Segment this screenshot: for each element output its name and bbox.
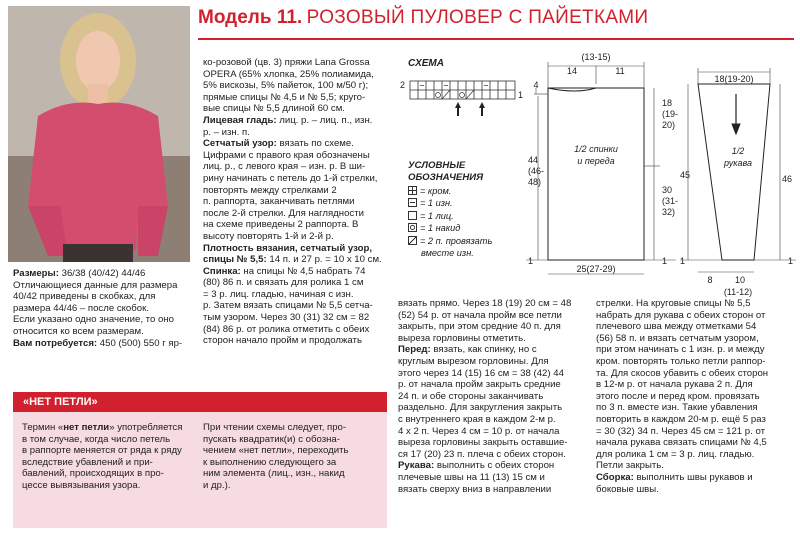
sleeve-line-3: вязать сверху вниз в направлении bbox=[398, 483, 552, 495]
mesh-text-7: после 2-й стрелки. Для наглядности bbox=[203, 207, 364, 219]
mesh-text-2: Цифрами с правого края обозначены bbox=[203, 149, 370, 161]
sleeve-shape bbox=[698, 84, 770, 260]
purl-icon bbox=[408, 198, 417, 207]
back-text-1: на спицы № 4,5 набрать 74 bbox=[240, 265, 366, 277]
no-stitch-box bbox=[13, 412, 387, 528]
mesh-text-8: на схеме приведены 2 раппорта. В bbox=[203, 219, 359, 231]
legend-yarn-over: = 1 накид bbox=[408, 222, 528, 234]
reading-line-6: и др.). bbox=[203, 479, 231, 491]
col4-line-4: (56) 58 п. и вязать сетчатым узором, bbox=[596, 332, 759, 344]
reading-line-1: При чтении схемы следует, про- bbox=[203, 422, 347, 433]
sleeve-hem-right: 1 bbox=[788, 256, 794, 266]
mesh-text-4: рину начинать с петель до 1-й стрелки, bbox=[203, 172, 378, 184]
reading-line-5: ним элемента (лиц., изн., накид bbox=[203, 468, 345, 480]
legend-list bbox=[408, 185, 528, 259]
yarn-line-4: прямые спицы № 4,5 и № 5,5; круго- bbox=[203, 91, 366, 103]
sleeve-label: Рукава: bbox=[398, 460, 435, 472]
yarn-line-2: OPERA (65% хлопка, 25% полиамида, bbox=[203, 68, 374, 80]
definition-line-2: в том случае, когда число петель bbox=[22, 433, 171, 445]
k2tog-icon bbox=[408, 236, 417, 245]
col4-line-13: начала рукава связать спицами № 4,5 bbox=[596, 437, 767, 449]
title-divider bbox=[198, 38, 794, 40]
column-4 bbox=[596, 298, 796, 495]
sizes-block bbox=[13, 268, 203, 349]
col4-line-12: = 30 (32) 34 п. Через 45 см = 121 р. от bbox=[596, 425, 765, 437]
body-side-height-1: 44 bbox=[528, 155, 539, 165]
reading-line-2: пускать квадратик(и) с обозна- bbox=[203, 433, 340, 445]
column-3 bbox=[398, 298, 588, 495]
back-text-4: р. Затем вязать спицами № 5,5 сетча- bbox=[203, 300, 373, 312]
sleeve-hem-left: 1 bbox=[680, 256, 686, 266]
reading-line-3: чением «нет петли», переходить bbox=[203, 445, 349, 457]
back-text-3: = 3 р. лиц. гладью, начиная с изн. bbox=[203, 288, 354, 300]
front-line-7: с внутреннего края в каждом 2-м р. bbox=[398, 413, 556, 425]
yarn-line-1: ко-розовой (цв. 3) пряжи Lana Grossa bbox=[203, 57, 370, 68]
body-lower-height-2: (31- bbox=[662, 196, 679, 206]
front-line-6: раздельно. Для закругления закрыть bbox=[398, 402, 563, 414]
yarn-line-3: 5% вискозы, 5% пайеток, 100 м/50 г); bbox=[203, 80, 369, 92]
legend-purl: = 1 изн. bbox=[408, 197, 528, 209]
col4-line-2: набрать для рукава с обеих сторон от bbox=[596, 309, 766, 321]
body-top-total: (13-15) bbox=[581, 52, 611, 62]
intro-line-4: выреза горловины отметить. bbox=[398, 332, 526, 344]
front-line-2: круглым вырезом горловины. Для bbox=[398, 355, 549, 367]
body-top-left: 14 bbox=[566, 66, 578, 76]
legend-title bbox=[408, 160, 483, 183]
back-text-5: тым узором. Через 30 (31) 32 см = 82 bbox=[203, 312, 370, 324]
legend-title-2: ОБОЗНАЧЕНИЯ bbox=[408, 171, 484, 183]
body-pattern bbox=[526, 48, 679, 298]
no-stitch-banner: «НЕТ ПЕТЛИ» bbox=[13, 392, 387, 412]
front-line-8: 4 х 2 п. Через 4 см = 10 р. от начала bbox=[398, 425, 560, 437]
front-label: Перед: bbox=[398, 344, 431, 356]
col4-line-1: стрелки. На круговые спицы № 5,5 bbox=[596, 298, 751, 309]
sizes-note-1: Отличающиеся данные для размера bbox=[13, 279, 178, 291]
face-text-1: лиц. р. – лиц. п., изн. bbox=[276, 114, 373, 126]
mesh-text-9: высоту повторять 1-й и 2-й р. bbox=[203, 230, 334, 242]
col4-line-11: повторить в каждом 20-м р. ещё 5 раз bbox=[596, 413, 766, 425]
legend-knit: = 1 лиц. bbox=[408, 210, 528, 222]
need-value: 450 (500) 550 г яр- bbox=[97, 337, 183, 349]
mesh-text-6: п. раппорта, заканчивать петлями bbox=[203, 196, 355, 208]
legend-title-1: УСЛОВНЫЕ bbox=[408, 160, 466, 171]
reading-line-4: к выполнению следующего за bbox=[203, 456, 337, 468]
intro-line-1: вязать прямо. Через 18 (19) 20 см = 48 bbox=[398, 298, 572, 309]
knit-icon bbox=[408, 211, 417, 220]
front-line-10: ся 17 (20) 23 п. плеча с обеих сторон. bbox=[398, 448, 566, 460]
definition-term: нет петли bbox=[63, 422, 110, 433]
body-arm-height-2: (19- bbox=[662, 109, 679, 119]
body-rect bbox=[548, 88, 644, 260]
scheme-grid bbox=[410, 81, 515, 99]
edge-stitch-icon bbox=[408, 186, 417, 195]
front-line-4: р. от начала пройм закрыть средние bbox=[398, 379, 561, 391]
scheme-chart bbox=[398, 70, 528, 125]
back-label: Спинка: bbox=[203, 265, 241, 277]
body-hem-left: 1 bbox=[528, 256, 534, 266]
assembly-line-1: выполнить швы рукавов и bbox=[633, 471, 753, 483]
col4-line-6: кром. повторять только петли раппор- bbox=[596, 355, 766, 367]
scheme-row-1-label: 1 bbox=[518, 90, 524, 100]
definition-pre: Термин « bbox=[22, 422, 64, 433]
body-outline bbox=[548, 88, 644, 260]
need-label: Вам потребуется: bbox=[13, 337, 98, 349]
sleeve-direction-arrow bbox=[732, 94, 740, 134]
model-number: Модель 11. bbox=[198, 7, 303, 28]
scheme-row-2-label: 2 bbox=[400, 80, 406, 90]
col4-line-8: в 12-м р. от начала рукава 2 п. Для bbox=[596, 379, 753, 391]
sleeve-line-1: выполнить с обеих сторон bbox=[434, 460, 555, 472]
body-lower-height-1: 30 bbox=[662, 185, 673, 195]
body-side-height-2: (46- bbox=[528, 166, 545, 176]
intro-line-2: (52) 54 р. от начала пройм все петли bbox=[398, 309, 562, 321]
sizes-note-5: относится ко всем размерам. bbox=[13, 325, 144, 337]
yarn-line-5: вые спицы № 5,5 длиной 60 см. bbox=[203, 103, 345, 115]
sleeve-line-2: плечевые швы на 11 (13) 15 см и bbox=[398, 471, 545, 483]
definition-line-6: цессе вывязывания узора. bbox=[22, 479, 141, 491]
scheme-title: СХЕМА bbox=[408, 58, 444, 69]
sizes-note-4: Если указано одно значение, то оно bbox=[13, 314, 174, 326]
body-top-right: 11 bbox=[615, 66, 625, 76]
body-neck-depth: 4 bbox=[533, 80, 539, 90]
assembly-line-2: боковые швы. bbox=[596, 483, 659, 495]
body-arm-height-1: 18 bbox=[662, 98, 673, 108]
col4-line-3: плечевого шва между отметками 54 bbox=[596, 321, 757, 333]
front-line-1: вязать, как спинку, но с bbox=[430, 344, 537, 356]
body-side-height-3: 48) bbox=[528, 177, 542, 187]
body-label-2: и переда bbox=[577, 156, 615, 166]
mesh-text-3: лиц. р., с левого края – изн. р. В ши- bbox=[203, 161, 366, 173]
sleeve-dim-lines bbox=[680, 68, 796, 272]
no-stitch-reading bbox=[203, 422, 383, 492]
back-text-6: (84) 86 р. от ролика отметить с обеих bbox=[203, 323, 370, 335]
face-label: Лицевая гладь: bbox=[203, 114, 277, 126]
col4-line-10: по 3 п. вместе изн. Такие убавления bbox=[596, 402, 758, 414]
body-lower-height-3: 32) bbox=[662, 207, 676, 217]
sleeve-pattern bbox=[680, 58, 796, 298]
face-text-2: р. – изн. п. bbox=[203, 126, 250, 138]
body-hem-right: 1 bbox=[662, 256, 668, 266]
model-photo-illustration bbox=[8, 6, 190, 262]
mesh-text-5: повторять между стрелками 2 bbox=[203, 184, 337, 196]
sleeve-bottom-left: 8 bbox=[707, 275, 713, 285]
legend-k2tog: = 2 п. провязать bbox=[408, 235, 528, 247]
col4-line-9: этого после и перед кром. провязать bbox=[596, 390, 760, 402]
repeat-arrow-1 bbox=[455, 102, 461, 116]
sizes-value: 36/38 (40/42) 44/46 bbox=[58, 268, 146, 279]
sleeve-outline bbox=[698, 84, 770, 260]
legend-edge: = кром. bbox=[408, 185, 528, 197]
definition-line-5: бавлений, происходящих в про- bbox=[22, 468, 164, 480]
col4-line-15: Петли закрыть. bbox=[596, 460, 664, 472]
sleeve-label-2: рукава bbox=[724, 158, 752, 168]
col4-line-7: та. Для скосов убавить с обеих сторон bbox=[596, 367, 769, 379]
body-bottom-width: 25(27-29) bbox=[576, 264, 616, 274]
col4-line-5: при этом начинать с 1 изн. р. и между bbox=[596, 344, 765, 356]
body-label-1: 1/2 спинки bbox=[574, 144, 618, 154]
sleeve-label-1: 1/2 bbox=[731, 146, 745, 156]
page-title: РОЗОВЫЙ ПУЛОВЕР С ПАЙЕТКАМИ bbox=[306, 7, 649, 28]
title-bar bbox=[198, 7, 794, 37]
density-label-1: Плотность вязания, сетчатый узор, bbox=[203, 242, 373, 254]
scheme-repeat-arrows bbox=[455, 102, 485, 116]
no-stitch-definition bbox=[22, 422, 192, 492]
definition-line-3: в раппорте меняется от ряда к ряду bbox=[22, 445, 182, 457]
intro-line-3: закрыть, при этом средние 40 п. для bbox=[398, 321, 561, 333]
sleeve-bottom-sub: (11-12) bbox=[723, 287, 753, 297]
sleeve-top-width: 18(19-20) bbox=[714, 74, 754, 84]
sleeve-bottom-width: 10 bbox=[734, 275, 746, 285]
density-value: 14 п. и 27 р. = 10 х 10 см. bbox=[266, 254, 382, 266]
yarn-over-icon bbox=[408, 223, 417, 232]
back-text-7: сторон начало пройм и продолжать bbox=[203, 335, 362, 347]
front-line-3: этого через 14 (15) 16 см = 38 (42) 44 bbox=[398, 367, 564, 379]
front-line-5: 24 п. и обе стороны заканчивать bbox=[398, 390, 544, 402]
column-2 bbox=[203, 57, 395, 347]
front-line-9: выреза горловины закрыть оставшие- bbox=[398, 437, 568, 449]
sizes-note-3: размера 44/46 – после скобок. bbox=[13, 302, 149, 314]
col4-line-14: для ролика 1 см = 3 р. лиц. гладью. bbox=[596, 448, 755, 460]
mesh-text-1: вязать по схеме. bbox=[276, 138, 354, 150]
model-photo bbox=[8, 6, 190, 262]
sleeve-right-height: 46 bbox=[782, 174, 793, 184]
legend-k2tog-cont: вместе изн. bbox=[421, 248, 474, 259]
definition-line-1: » употребляется bbox=[109, 422, 183, 433]
sizes-note-2: 40/42 приведены в скобках, для bbox=[13, 291, 156, 303]
definition-line-4: вследствие убавлений и при- bbox=[22, 456, 153, 468]
back-text-2: (80) 86 п. и связать для ролика 1 см bbox=[203, 277, 364, 289]
sleeve-left-height: 45 bbox=[680, 170, 691, 180]
body-arm-height-3: 20) bbox=[662, 120, 676, 130]
sizes-label: Размеры: bbox=[13, 268, 59, 279]
density-label-2: спицы № 5,5: bbox=[203, 254, 267, 266]
mesh-label: Сетчатый узор: bbox=[203, 138, 277, 150]
repeat-arrow-2 bbox=[479, 102, 485, 116]
assembly-label: Сборка: bbox=[596, 471, 634, 483]
